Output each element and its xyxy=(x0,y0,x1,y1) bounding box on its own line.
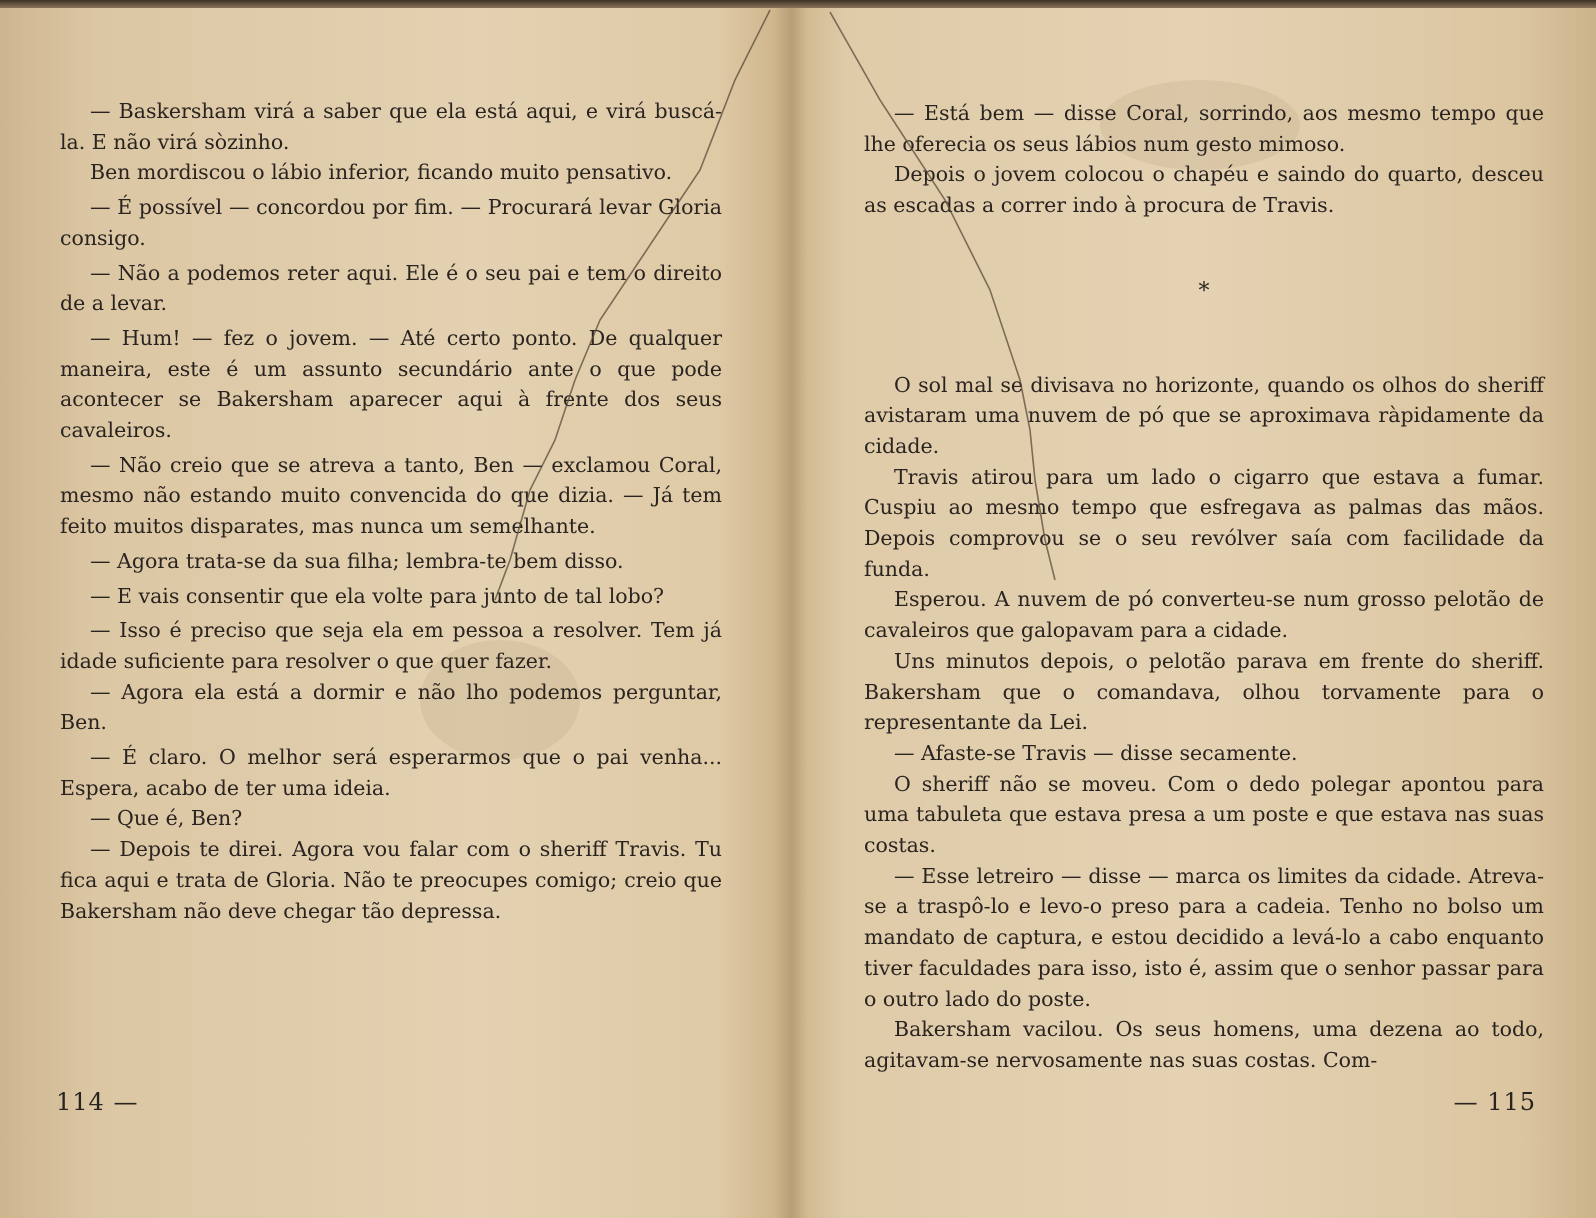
paragraph: O sheriff não se moveu. Com o dedo polegar apontou para uma tabuleta que estava presa a um poste e que estava nas suas costas. xyxy=(864,771,1544,858)
paragraph: Esperou. A nuvem de pó converteu-se num grosso pelotão de cavaleiros que galopavam para a cidade. xyxy=(864,587,1544,643)
paragraph: — Não creio que se atreva a tanto, Ben — exclamou Coral, mesmo não estando muito convencida do que dizia. — Já tem feito muitos disparates, mas nunca um semelhante. xyxy=(60,452,722,539)
right-page xyxy=(800,0,1596,1218)
paragraph: — Que é, Ben? xyxy=(90,806,243,831)
paragraph: — É claro. O melhor será esperarmos que o pai venha... Espera, acabo de ter uma ideia. xyxy=(60,745,722,800)
paragraph: Bakersham vacilou. Os seus homens, uma dezena ao todo, agitavam-se nervosamente nas suas costas. Com- xyxy=(864,1017,1544,1072)
paragraph: Depois o jovem colocou o chapéu e saindo do quarto, desceu as escadas a correr indo à procura de Travis. xyxy=(864,162,1544,218)
paragraph: O sol mal se divisava no horizonte, quando os olhos do sheriff avistaram uma nuvem de pó que se aproximava ràpidamente da cidade. xyxy=(864,372,1544,458)
paragraph: — Isso é preciso que seja ela em pessoa a resolver. Tem já idade suficiente para resolver o que quer fazer. xyxy=(60,618,722,673)
paragraph: — Agora ela está a dormir e não lho podemos perguntar, Ben. xyxy=(60,679,722,735)
paragraph: — Está bem — disse Coral, sorrindo, aos mesmo tempo que lhe oferecia os seus lábios num gesto mimoso. xyxy=(864,101,1544,156)
page-number-right: — 115 xyxy=(1453,1088,1536,1116)
paragraph: — Depois te direi. Agora vou falar com o sheriff Travis. Tu fica aqui e trata de Gloria. Não te preocupes comigo; creio que Bakersham não deve chegar tão depressa. xyxy=(60,837,722,923)
paragraph: Uns minutos depois, o pelotão parava em frente do sheriff. Bakersham que o comandava, olhou torvamente para o representante da Lei. xyxy=(864,648,1544,735)
paragraph: Travis atirou para um lado o cigarro que estava a fumar. Cuspiu ao mesmo tempo que esfregava as palmas das mãos. Depois comprovou se o seu revólver saía com facilidade da funda. xyxy=(864,464,1544,581)
paragraph: Ben mordiscou o lábio inferior, ficando muito pensativo. xyxy=(90,160,673,185)
paragraph: — Hum! — fez o jovem. — Até certo ponto. De qualquer maneira, este é um assunto secundário ante o que pode acontecer se Bakersham aparecer aqui à frente dos seus cavaleiros. xyxy=(60,325,722,443)
right-page-text xyxy=(864,98,1544,1076)
section-separator: * xyxy=(1198,278,1210,304)
left-page-text xyxy=(60,96,722,926)
paragraph: — Agora trata-se da sua filha; lembra-te bem disso. xyxy=(90,548,624,573)
paragraph: — E vais consentir que ela volte para junto de tal lobo? xyxy=(90,583,665,608)
page-number-left: 114 — xyxy=(56,1088,139,1116)
paragraph: — É possível — concordou por fim. — Procurará levar Gloria consigo. xyxy=(60,195,722,250)
paragraph: — Esse letreiro — disse — marca os limites da cidade. Atreva-se a traspô-lo e levo-o preso para a cadeia. Tenho no bolso um mandato de captura, e estou decidido a levá-lo a cabo enquanto tiver faculdades para isso, isto é, assim que o senhor passar para o outro lado do poste. xyxy=(864,863,1544,1011)
paragraph: — Baskersham virá a saber que ela está aqui, e virá buscá-la. E não virá sòzinho. xyxy=(60,99,722,154)
paragraph: — Afaste-se Travis — disse secamente. xyxy=(894,740,1298,765)
paragraph: — Não a podemos reter aqui. Ele é o seu pai e tem o direito de a levar. xyxy=(60,260,722,316)
